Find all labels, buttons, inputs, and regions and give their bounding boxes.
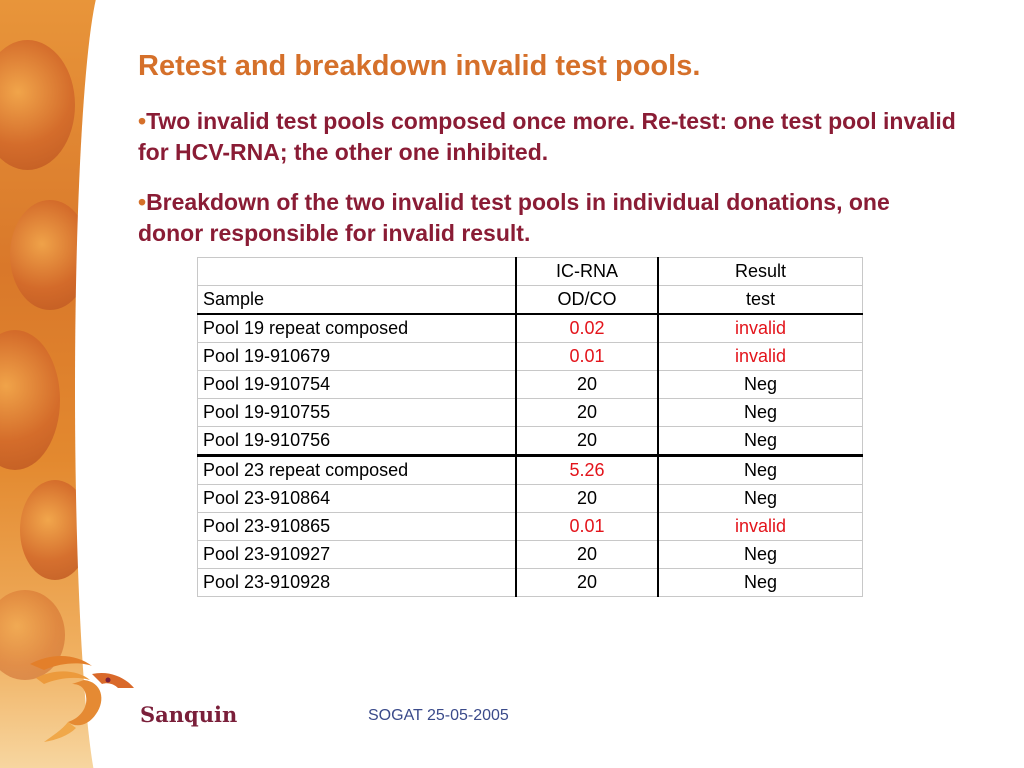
sample-cell: Pool 19 repeat composed	[198, 314, 517, 343]
sample-cell: Pool 23-910864	[198, 485, 517, 513]
table-header-row	[198, 258, 863, 286]
od-cell: 20	[516, 399, 658, 427]
result-cell: Neg	[658, 456, 863, 485]
result-cell: Neg	[658, 371, 863, 399]
results-table	[197, 257, 863, 597]
od-cell: 20	[516, 569, 658, 597]
bullet-point	[138, 187, 958, 249]
sample-cell: Pool 19-910756	[198, 427, 517, 456]
bullet-marker: •	[138, 108, 147, 134]
table-row	[198, 427, 863, 456]
result-cell: invalid	[658, 513, 863, 541]
od-cell: 20	[516, 541, 658, 569]
table-header-cell: OD/CO	[516, 286, 658, 315]
bullet-text: Breakdown of the two invalid test pools in individual donations, one donor responsible for invalid result.	[138, 189, 890, 246]
brand-name: Sanquin	[140, 702, 238, 727]
result-cell: Neg	[658, 569, 863, 597]
result-cell: Neg	[658, 541, 863, 569]
table-row	[198, 485, 863, 513]
od-cell: 0.01	[516, 513, 658, 541]
sample-cell: Pool 23-910865	[198, 513, 517, 541]
result-cell: Neg	[658, 399, 863, 427]
table-row	[198, 456, 863, 485]
table-row	[198, 399, 863, 427]
result-cell: invalid	[658, 314, 863, 343]
sample-cell: Pool 23 repeat composed	[198, 456, 517, 485]
od-cell: 20	[516, 485, 658, 513]
table-row	[198, 541, 863, 569]
od-cell: 20	[516, 427, 658, 456]
footer-text: SOGAT 25-05-2005	[368, 707, 509, 724]
table-header-cell: Result	[658, 258, 863, 286]
table-header-cell: test	[658, 286, 863, 315]
table-row	[198, 343, 863, 371]
od-cell: 5.26	[516, 456, 658, 485]
od-cell: 0.02	[516, 314, 658, 343]
table-header-row	[198, 286, 863, 315]
bullet-point	[138, 106, 958, 168]
od-cell: 20	[516, 371, 658, 399]
result-cell: Neg	[658, 427, 863, 456]
bullet-marker: •	[138, 189, 147, 215]
table-row	[198, 569, 863, 597]
table-row	[198, 371, 863, 399]
slide-title: Retest and breakdown invalid test pools.	[138, 50, 701, 82]
sample-cell: Pool 19-910754	[198, 371, 517, 399]
table-header-cell: Sample	[198, 286, 517, 315]
table-row	[198, 314, 863, 343]
result-cell: invalid	[658, 343, 863, 371]
table-header-cell	[198, 258, 517, 286]
result-cell: Neg	[658, 485, 863, 513]
od-cell: 0.01	[516, 343, 658, 371]
sample-cell: Pool 19-910679	[198, 343, 517, 371]
table-header-cell: IC-RNA	[516, 258, 658, 286]
sample-cell: Pool 19-910755	[198, 399, 517, 427]
pelican-logo-icon	[22, 644, 142, 754]
sample-cell: Pool 23-910927	[198, 541, 517, 569]
bullet-text: Two invalid test pools composed once more. Re-test: one test pool invalid for HCV-RNA; the other one inhibited.	[138, 108, 956, 165]
table-row	[198, 513, 863, 541]
sample-cell: Pool 23-910928	[198, 569, 517, 597]
